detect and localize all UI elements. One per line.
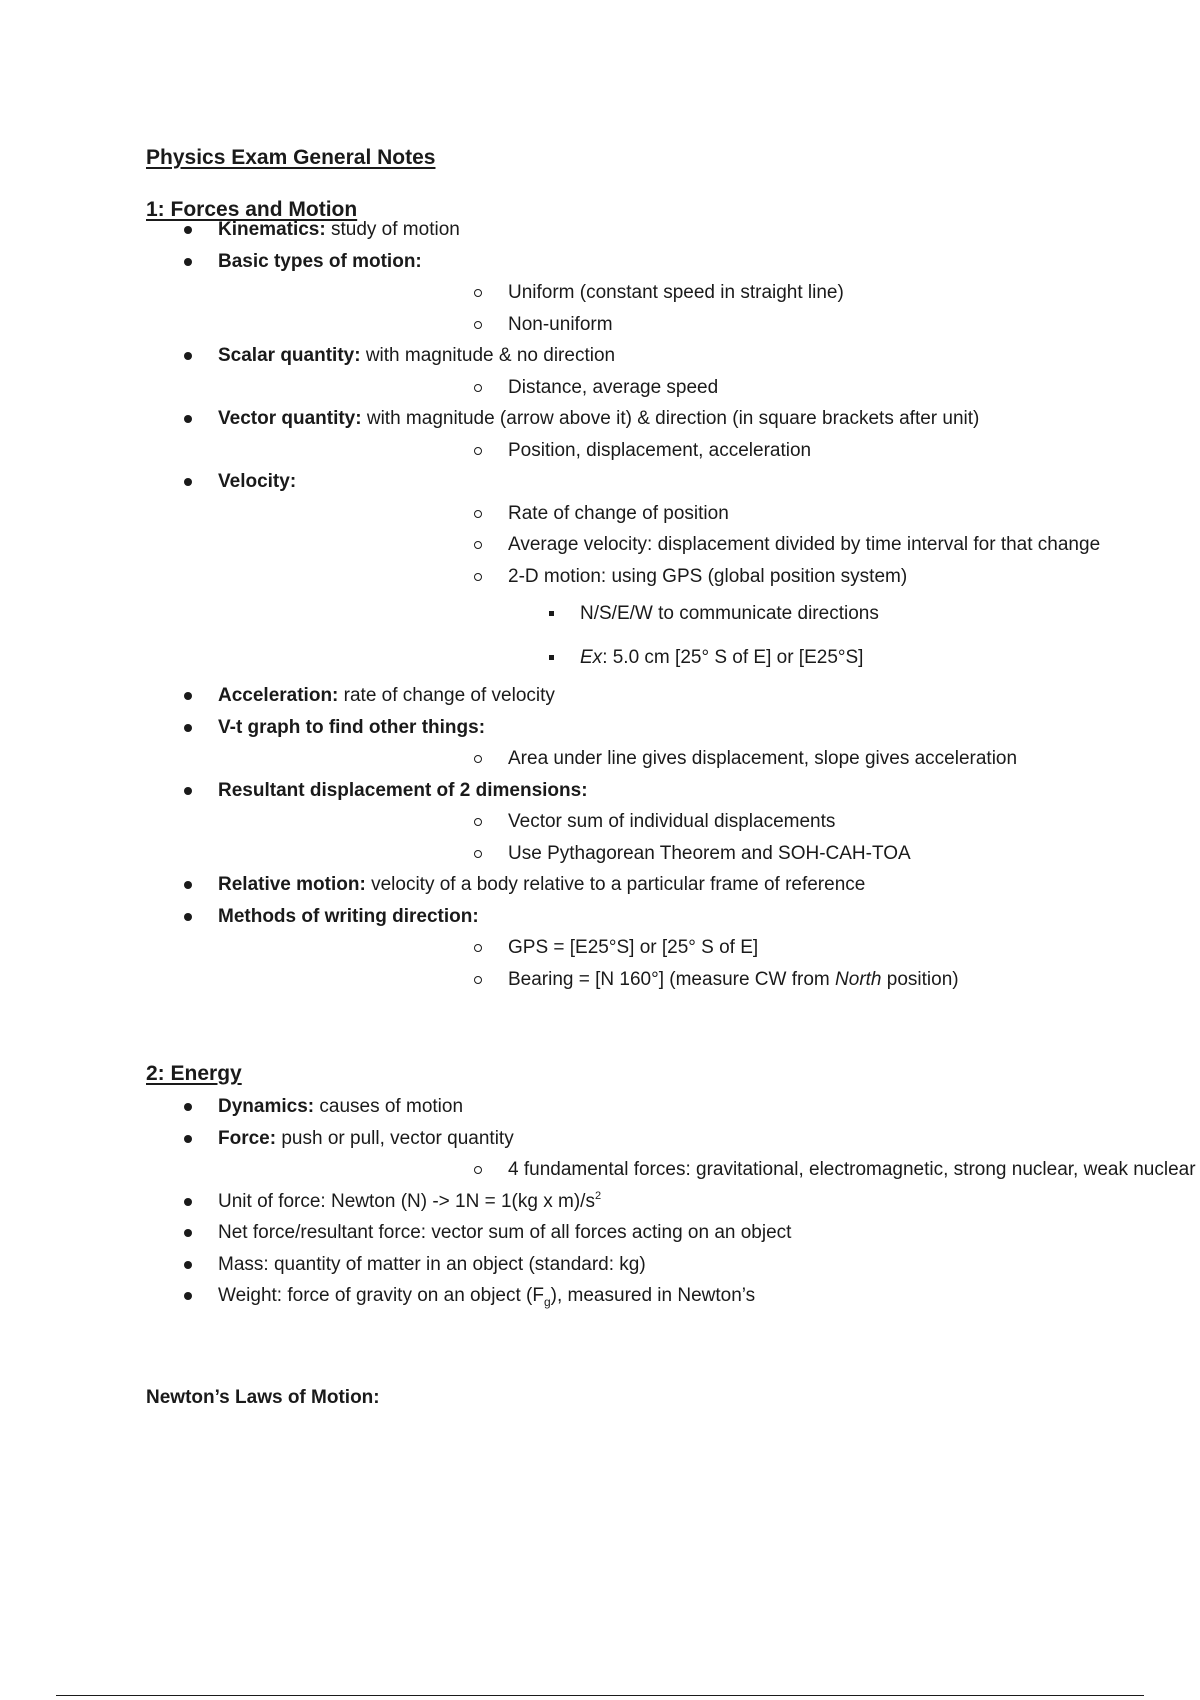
bullet-net-force: Net force/resultant force: vector sum of all forces acting on an object bbox=[0, 1217, 1200, 1249]
example-text: : 5.0 cm [25° S of E] or [E25°S] bbox=[602, 647, 864, 668]
bullet-scalar-quantity bbox=[0, 340, 1200, 403]
sub-bullet: Average velocity: displacement divided by time interval for that change bbox=[218, 529, 1200, 561]
superscript: 2 bbox=[594, 1189, 602, 1202]
term: Basic types of motion: bbox=[218, 250, 422, 272]
sub-sub-bullet: N/S/E/W to communicate directions bbox=[218, 592, 1200, 636]
section-heading-energy: 2: Energy bbox=[146, 1062, 242, 1085]
forces-and-motion-list bbox=[0, 214, 1200, 995]
definition: velocity of a body relative to a particular frame of reference bbox=[371, 874, 866, 895]
unit-text: Unit of force: Newton (N) -> 1N = 1(kg x m)/s bbox=[218, 1190, 595, 1212]
term: Resultant displacement of 2 dimensions: bbox=[218, 779, 588, 801]
sub-bullet: GPS = [E25°S] or [25° S of E] bbox=[218, 932, 1200, 964]
bullet-relative-motion bbox=[0, 869, 1200, 901]
sub-bullet: Use Pythagorean Theorem and SOH-CAH-TOA bbox=[218, 838, 1200, 870]
bearing-text-b: position) bbox=[881, 968, 959, 990]
term: Relative motion: bbox=[218, 874, 366, 895]
bearing-text-a: Bearing = [N 160°] (measure CW from bbox=[508, 968, 836, 990]
bearing-north: North bbox=[835, 968, 882, 990]
bullet-kinematics bbox=[0, 214, 1200, 246]
term: Dynamics: bbox=[218, 1096, 315, 1117]
sub-bullet-bearing bbox=[218, 964, 1200, 996]
bullet-mass: Mass: quantity of matter in an object (standard: kg) bbox=[0, 1249, 1200, 1281]
definition: causes of motion bbox=[319, 1096, 464, 1117]
bullet-velocity bbox=[0, 466, 1200, 680]
bullet-methods-of-writing-direction bbox=[0, 901, 1200, 996]
sub-bullet: Rate of change of position bbox=[218, 498, 1200, 530]
sub-bullet: Distance, average speed bbox=[218, 372, 1200, 404]
term: V-t graph to find other things: bbox=[218, 716, 486, 738]
bullet-vt-graph bbox=[0, 712, 1200, 775]
term: Force: bbox=[218, 1127, 277, 1149]
sub-bullet: Position, displacement, acceleration bbox=[218, 435, 1200, 467]
term: Velocity: bbox=[218, 471, 297, 492]
sub-bullet: Vector sum of individual displacements bbox=[218, 806, 1200, 838]
bullet-basic-types-of-motion bbox=[0, 246, 1200, 341]
bullet-resultant-displacement bbox=[0, 775, 1200, 870]
term: Acceleration: bbox=[218, 685, 339, 706]
document-title: Physics Exam General Notes bbox=[146, 146, 436, 169]
sub-bullet: 4 fundamental forces: gravitational, electromagnetic, strong nuclear, weak nuclear bbox=[218, 1154, 1200, 1186]
bullet-vector-quantity bbox=[0, 403, 1200, 466]
section-heading-forces-and-motion: 1: Forces and Motion bbox=[146, 198, 358, 221]
bullet-weight bbox=[0, 1280, 1200, 1312]
term: Scalar quantity: bbox=[218, 345, 361, 366]
weight-text-a: Weight: force of gravity on an object (F bbox=[218, 1285, 544, 1306]
sub-bullet: Non-uniform bbox=[218, 309, 1200, 341]
sub-sub-bullet-example bbox=[218, 636, 1200, 680]
definition: with magnitude (arrow above it) & direction (in square brackets after unit) bbox=[366, 408, 980, 429]
sub-bullet: Uniform (constant speed in straight line) bbox=[218, 277, 1200, 309]
definition: study of motion bbox=[330, 219, 460, 240]
bullet-force bbox=[0, 1123, 1200, 1186]
definition: with magnitude & no direction bbox=[365, 345, 616, 366]
term: Kinematics: bbox=[218, 219, 326, 240]
bullet-dynamics bbox=[0, 1091, 1200, 1123]
term: Vector quantity: bbox=[218, 408, 362, 429]
sub-bullet: 2-D motion: using GPS (global position system) bbox=[218, 561, 1200, 593]
footer-divider bbox=[56, 1695, 1144, 1696]
definition: push or pull, vector quantity bbox=[281, 1127, 514, 1149]
sub-bullet: Area under line gives displacement, slope gives acceleration bbox=[218, 743, 1200, 775]
bullet-acceleration bbox=[0, 680, 1200, 712]
energy-list bbox=[0, 1091, 1200, 1312]
term: Methods of writing direction: bbox=[218, 905, 479, 927]
subscript: g bbox=[543, 1295, 551, 1309]
weight-text-b: ), measured in Newton’s bbox=[550, 1285, 756, 1306]
newtons-laws-heading: Newton’s Laws of Motion: bbox=[146, 1387, 380, 1408]
example-label: Ex bbox=[580, 647, 603, 668]
definition: rate of change of velocity bbox=[343, 685, 555, 706]
bullet-unit-of-force bbox=[0, 1186, 1200, 1218]
